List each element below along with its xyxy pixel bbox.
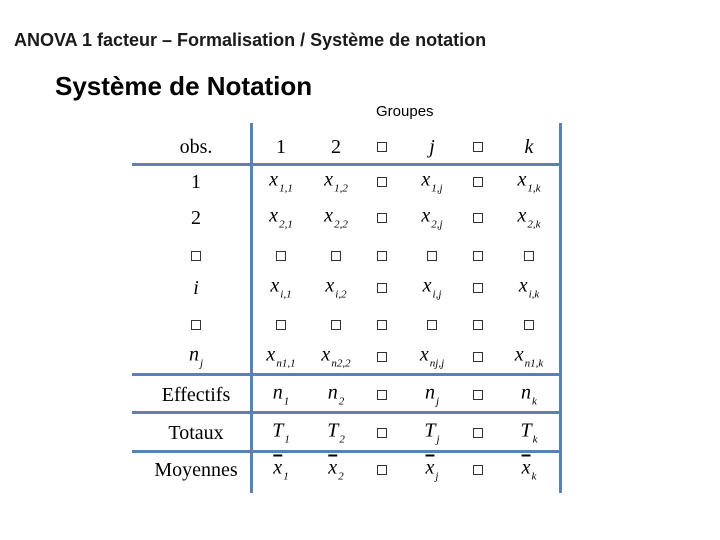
ellipsis-box-icon [377,283,387,293]
ellipsis-box-icon [473,142,483,152]
row-label: obs. [179,136,213,158]
table-cell: $x_{i,1}$ [270,274,292,301]
ellipsis-box-icon [377,320,387,330]
table-cell: j [429,136,435,158]
table-cell: $\overline{x}_2$ [328,456,344,483]
ellipsis-box-icon [377,352,387,362]
ellipsis-box-icon [473,390,483,400]
totals-rule-1 [132,373,561,376]
ellipsis-box-icon [331,251,341,261]
ellipsis-box-icon [276,251,286,261]
row-label: Moyennes [154,459,238,481]
ellipsis-box-icon [473,283,483,293]
table-cell: 1 [276,136,286,158]
header-rule [132,163,561,166]
groups-label: Groupes [376,103,434,120]
table-cell: $x_{n2,2}$ [321,343,351,370]
table-cell: $x_{1,k}$ [517,168,541,195]
table-cell: $\overline{x}_k$ [521,456,537,483]
table-cell: $x_{2,1}$ [269,204,293,231]
table-cell: $x_{i,j}$ [422,274,442,301]
table-cell: $T_1$ [272,419,290,446]
ellipsis-box-icon [377,177,387,187]
row-label: $n_j$ [188,343,204,370]
ellipsis-box-icon [377,390,387,400]
ellipsis-box-icon [191,251,201,261]
section-title: Système de Notation [55,71,313,101]
totals-rule-2 [132,411,561,414]
row-label: 1 [191,171,201,193]
ellipsis-box-icon [377,142,387,152]
table-cell: $x_{nj,j}$ [419,343,445,370]
ellipsis-box-icon [473,320,483,330]
ellipsis-box-icon [473,352,483,362]
right-column-rule [559,123,562,493]
slide-title: ANOVA 1 facteur – Formalisation / Système de notation [14,30,487,50]
table-cell: $n_2$ [327,381,345,408]
table-cell: $x_{2,2}$ [324,204,348,231]
ellipsis-box-icon [191,320,201,330]
row-label: Effectifs [161,384,231,406]
table-cell: $x_{i,2}$ [325,274,347,301]
ellipsis-box-icon [473,251,483,261]
ellipsis-box-icon [377,251,387,261]
ellipsis-box-icon [331,320,341,330]
table-cell: $n_j$ [424,381,440,408]
table-cell: $T_j$ [424,419,440,446]
table-cell: $x_{n1,k}$ [514,343,544,370]
label-column-rule [250,123,253,493]
row-label: 2 [191,207,201,229]
ellipsis-box-icon [377,465,387,475]
ellipsis-box-icon [377,428,387,438]
ellipsis-box-icon [276,320,286,330]
table-cell: $x_{2,k}$ [517,204,541,231]
ellipsis-box-icon [473,465,483,475]
ellipsis-box-icon [524,251,534,261]
ellipsis-box-icon [473,177,483,187]
ellipsis-box-icon [524,320,534,330]
table-cell: 2 [331,136,341,158]
table-cell: $\overline{x}_1$ [273,456,289,483]
ellipsis-box-icon [473,213,483,223]
table-cell: $x_{i,k}$ [518,274,540,301]
ellipsis-box-icon [473,428,483,438]
table-cell: $x_{n1,1}$ [266,343,296,370]
table-cell: $x_{1,j}$ [421,168,443,195]
ellipsis-box-icon [427,320,437,330]
table-cell: $T_k$ [520,419,538,446]
table-cell: $n_1$ [272,381,290,408]
row-label: i [193,277,199,299]
table-cell: $x_{1,2}$ [324,168,348,195]
table-cell: $x_{2,j}$ [421,204,443,231]
ellipsis-box-icon [427,251,437,261]
row-label: Totaux [168,422,224,444]
totals-rule-3 [132,450,561,453]
table-cell: $\overline{x}_j$ [425,456,439,483]
table-cell: $n_k$ [521,381,537,408]
table-cell: $T_2$ [327,419,345,446]
table-cell: k [524,136,534,158]
table-cell: $x_{1,1}$ [269,168,293,195]
ellipsis-box-icon [377,213,387,223]
